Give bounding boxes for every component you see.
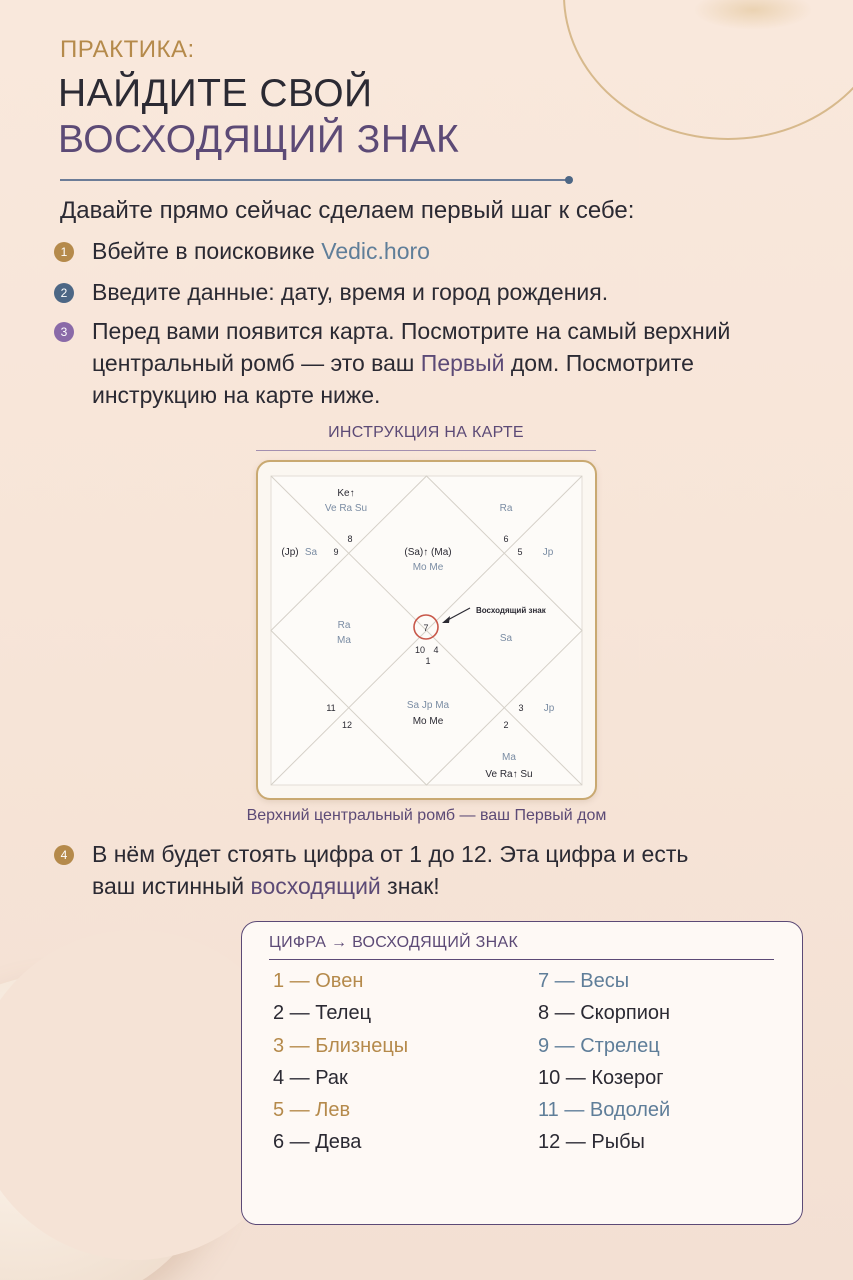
zodiac-item-3: 3 — Близнецы — [273, 1035, 409, 1057]
chart-label-tl-planets: Ve Ra Su — [324, 503, 368, 514]
chart-label-bottom-center-b: Mo Me — [412, 716, 444, 727]
zodiac-item-10: 10 — Козерог — [538, 1067, 664, 1089]
vedic-chart — [256, 460, 597, 800]
decorative-gold-ornament — [693, 0, 813, 30]
page-title-line1: НАЙДИТЕ СВОЙ — [58, 72, 373, 115]
zodiac-item-6: 6 — Дева — [273, 1131, 362, 1153]
title-divider-dot — [565, 176, 573, 184]
zodiac-item-5: 5 — Лев — [273, 1099, 351, 1121]
chart-house-5: 5 — [517, 547, 523, 557]
chart-house-8: 8 — [347, 534, 353, 544]
chart-house-6: 6 — [503, 534, 509, 544]
chart-house-10: 10 — [414, 645, 426, 655]
zodiac-item-2: 2 — Телец — [273, 1002, 372, 1024]
chart-label-bottom-center-a: Sa Jp Ma — [406, 700, 450, 711]
chart-label-ke: Ke↑ — [337, 488, 355, 499]
chart-label-tr-planets: Ra — [499, 503, 513, 514]
chart-house-2: 2 — [503, 720, 509, 730]
chart-house-9: 9 — [333, 547, 339, 557]
chart-label-jp-br: Jp — [543, 703, 555, 714]
title-divider — [60, 179, 570, 181]
step-4-badge: 4 — [54, 845, 74, 865]
zodiac-table-heading: ЦИФРА → ВОСХОДЯЩИЙ ЗНАК — [269, 934, 519, 951]
chart-label-top-center-b: Mo Me — [412, 562, 444, 573]
zodiac-table — [241, 921, 803, 1225]
step-1-text: Вбейте в поисковике Vedic.horo — [92, 238, 430, 264]
chart-label-bottom-right-b: Ve Ra↑ Su — [485, 769, 533, 780]
vedic-horo-link[interactable]: Vedic.horo — [321, 238, 430, 264]
chart-label-bottom-right-a: Ma — [502, 752, 516, 763]
zodiac-item-8: 8 — Скорпион — [538, 1002, 671, 1024]
zodiac-item-11: 11 — Водолей — [538, 1099, 671, 1121]
step-3-text: Перед вами появится карта. Посмотрите на самый верхний центральный ромб — это ваш Первый дом. Посмотрите инструкцию на карте ниже. — [92, 318, 731, 408]
chart-house-3: 3 — [518, 703, 524, 713]
vedic-chart-svg — [258, 462, 595, 798]
chart-label-top-center-a: (Sa)↑ (Ma) — [404, 547, 452, 558]
chart-label-jp-right: Jp — [542, 547, 554, 558]
zodiac-item-4: 4 — Рак — [273, 1067, 348, 1089]
intro-text: Давайте прямо сейчас сделаем первый шаг к себе: — [60, 197, 635, 224]
chart-caption-bottom: Верхний центральный ромб — ваш Первый дом — [246, 807, 607, 824]
chart-house-4: 4 — [433, 645, 439, 655]
chart-house-12: 12 — [341, 720, 353, 730]
step-2-badge: 2 — [54, 283, 74, 303]
page-title-line2: ВОСХОДЯЩИЙ ЗНАК — [58, 118, 460, 161]
step-2-text: Введите данные: дату, время и город рождения. — [92, 279, 609, 305]
zodiac-item-1: 1 — Овен — [273, 970, 364, 992]
step-3-badge: 3 — [54, 322, 74, 342]
section-label: ПРАКТИКА: — [60, 36, 195, 63]
chart-caption-divider — [256, 450, 596, 451]
step-4-text: В нём будет стоять цифра от 1 до 12. Эта цифра и есть ваш истинный восходящий знак! — [92, 841, 689, 899]
step-1-badge: 1 — [54, 242, 74, 262]
zodiac-item-12: 12 — Рыбы — [538, 1131, 645, 1153]
chart-label-left-mid-b: Ma — [337, 635, 351, 646]
zodiac-table-divider — [269, 959, 774, 960]
chart-label-sa-left: Sa — [304, 547, 318, 558]
chart-house-11: 11 — [326, 703, 336, 713]
ascendant-annotation: Восходящий знак — [476, 606, 546, 615]
zodiac-item-9: 9 — Стрелец — [538, 1035, 660, 1057]
chart-house-1: 1 — [425, 656, 431, 666]
chart-label-sa-right: Sa — [499, 633, 513, 644]
zodiac-item-7: 7 — Весы — [538, 970, 630, 992]
chart-house-7: 7 — [423, 623, 429, 633]
chart-label-jp: (Jp) — [281, 547, 299, 558]
chart-label-left-mid-a: Ra — [337, 620, 351, 631]
chart-caption-top: ИНСТРУКЦИЯ НА КАРТЕ — [328, 424, 524, 441]
